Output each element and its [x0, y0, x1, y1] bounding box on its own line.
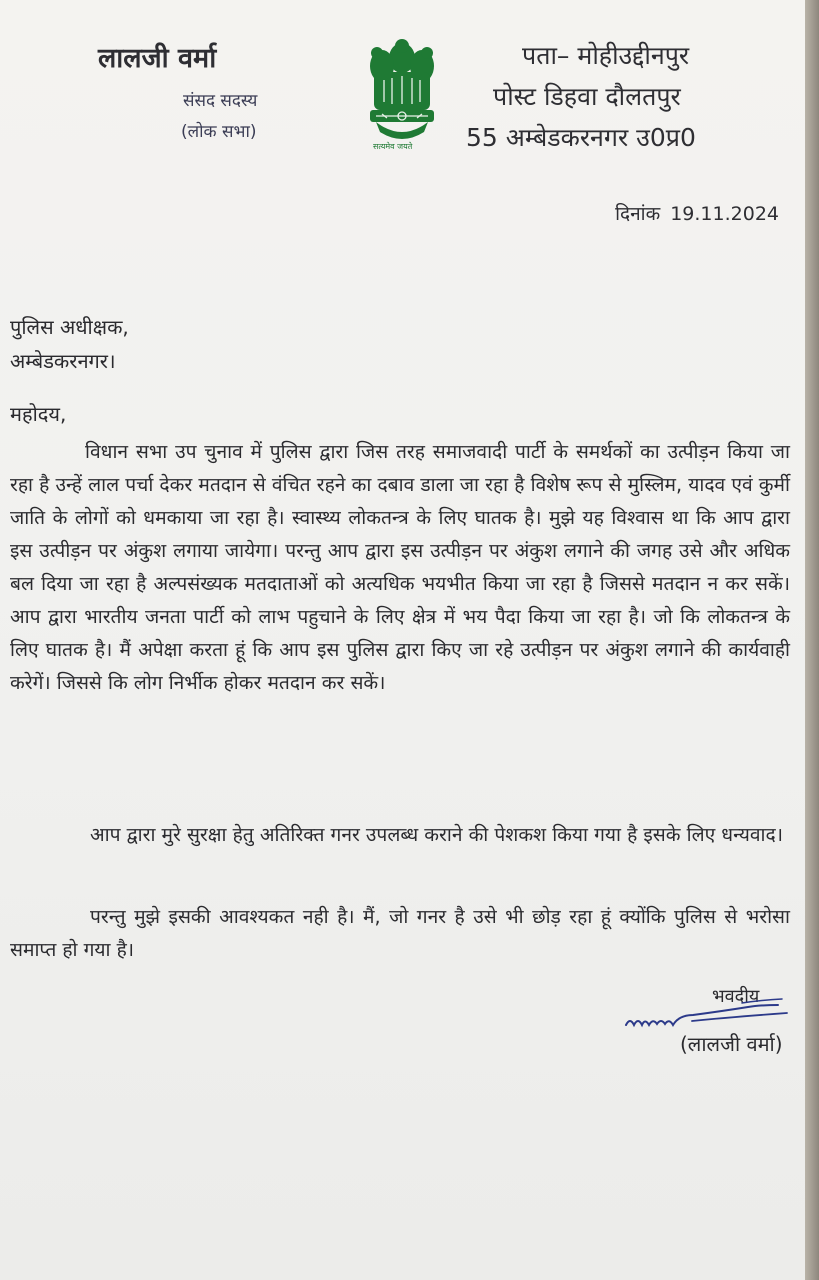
recipient-line-2: अम्बेडकरनगर।: [10, 349, 116, 373]
body-paragraph-2: आप द्वारा मुरे सुरक्षा हेतु अतिरिक्त गनर उपलब्ध कराने की पेशकश किया गया है इसके लिए धन्यवाद।: [90, 823, 783, 846]
sender-house: (लोक सभा): [181, 122, 257, 142]
sender-designation: संसद सदस्य: [183, 91, 258, 111]
address-line-3: 55 अम्बेडकरनगर उ0प्र0: [466, 123, 696, 152]
letter-date: [615, 200, 779, 226]
body-paragraph-3: परन्तु मुझे इसकी आवश्यकत नही है। मैं, जो गनर है उसे भी छोड़ रहा हूं क्योंकि पुलिस से भरोसा समाप्त हो गया है।: [10, 905, 790, 961]
date-label: दिनांक: [615, 203, 661, 225]
valediction: भवदीय: [712, 986, 760, 1007]
signatory-name: (लालजी वर्मा): [680, 1032, 783, 1056]
recipient-line-1: पुलिस अधीक्षक,: [10, 315, 129, 339]
emblem-motto: सत्यमेव जयते: [373, 142, 413, 151]
national-emblem-icon: [362, 36, 442, 154]
address-line-2: पोस्ट डिहवा दौलतपुर: [493, 82, 681, 111]
body-paragraph-1: विधान सभा उप चुनाव में पुलिस द्वारा जिस तरह समाजवादी पार्टी के समर्थकों का उत्पीड़न किया जा रहा है उन्हें लाल पर्चा देकर मतदान से वंचित रहने का दबाव डाला जा रहा है विशेष रूप से मुस्लिम, यादव एवं कुर्मी जाति के लोगों को धमकाया जा रहा है। स्वास्थ्य लोकतन्त्र के लिए घातक है। मुझे यह विश्वास था कि आप द्वारा इस उत्पीड़न पर अंकुश लगाया जायेगा। परन्तु आप द्वारा इस उत्पीड़न पर अंकुश लगाने की जगह उसे और अधिक बल दिया जा रहा है अल्पसंख्यक मतदाताओं को अत्यधिक भयभीत किया जा रहा है जिससे मतदान न कर सकें। आप द्वारा भारतीय जनता पार्टी को लाभ पहुचाने के लिए क्षेत्र में भय पैदा किया जा रहा है। जो कि लोकतन्त्र के लिए घातक है। मैं अपेक्षा करता हूं कि आप इस पुलिस द्वारा किए जा रहे उत्पीड़न पर अंकुश लगाने की कार्यवाही करेगें। जिससे कि लोग निर्भीक होकर मतदान कर सकें।: [10, 440, 790, 694]
page-edge-shadow: [805, 0, 819, 1280]
date-value: 19.11.2024: [670, 203, 779, 225]
address-line-1: पता– मोहीउद्दीनपुर: [522, 41, 690, 70]
salutation: महोदय,: [10, 402, 67, 426]
sender-name: लालजी वर्मा: [98, 43, 217, 74]
